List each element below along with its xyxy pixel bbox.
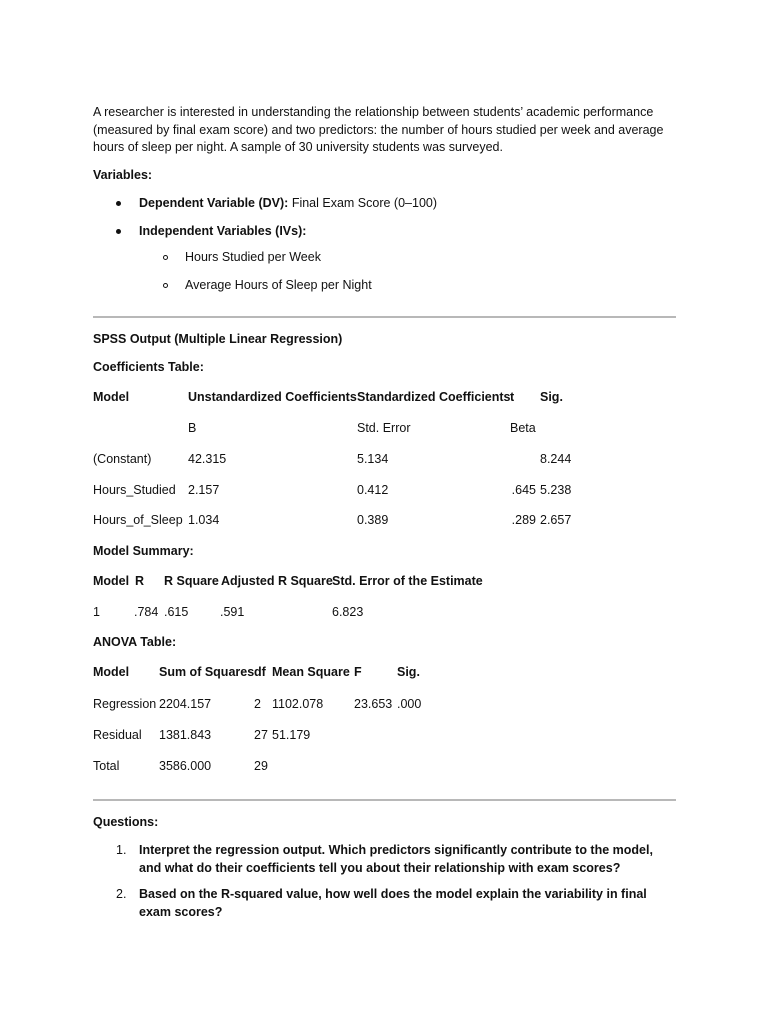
coef-subheader-b: B [188, 421, 197, 435]
coef-subheader-se: Std. Error [357, 421, 411, 435]
ms-header-rsq: R Square [164, 574, 219, 588]
sub-bullet-icon [163, 283, 168, 288]
anova-cell-ss: 2204.157 [159, 697, 212, 711]
anova-header-model: Model [93, 665, 130, 679]
coef-header-std: Standardized Coefficients [357, 390, 511, 404]
bullet-icon [116, 229, 121, 234]
coef-header-t: t [510, 390, 515, 404]
anova-cell-sig: .000 [397, 697, 422, 711]
anova-cell-model: Regression [93, 697, 157, 711]
coef-cell-se: 5.134 [357, 452, 389, 466]
coefficients-heading: Coefficients Table: [93, 360, 204, 374]
anova-cell-model: Total [93, 759, 120, 773]
dv-value: Final Exam Score (0–100) [288, 196, 438, 210]
anova-cell-ms: 1102.078 [272, 697, 324, 711]
coef-cell-model: (Constant) [93, 452, 152, 466]
sub-bullet-icon [163, 255, 168, 260]
coef-header-sig: Sig. [540, 390, 563, 404]
coef-header-model: Model [93, 390, 130, 404]
anova-header-ms: Mean Square [272, 665, 350, 679]
ms-header-r: R [135, 574, 145, 588]
coef-cell-t: 5.238 [540, 483, 572, 497]
iv-item: Average Hours of Sleep per Night [185, 278, 372, 292]
ms-cell-model: 1 [93, 605, 100, 619]
iv-label: Independent Variables (IVs): [139, 224, 307, 238]
anova-cell-f: 23.653 [354, 697, 393, 711]
model-summary-heading: Model Summary: [93, 544, 194, 558]
spss-heading: SPSS Output (Multiple Linear Regression) [93, 332, 343, 346]
coef-cell-t: 8.244 [540, 452, 572, 466]
ms-cell-se: 6.823 [332, 605, 364, 619]
coef-cell-model: Hours_of_Sleep [93, 513, 183, 527]
anova-header-sig: Sig. [397, 665, 420, 679]
anova-cell-df: 29 [254, 759, 268, 773]
coef-cell-b: 1.034 [188, 513, 220, 527]
questions-heading: Questions: [93, 815, 159, 829]
question-number: 1. [116, 843, 127, 857]
anova-cell-ss: 3586.000 [159, 759, 212, 773]
divider [93, 316, 676, 318]
ms-cell-r: .784 [134, 605, 159, 619]
question-text: Interpret the regression output. Which predictors significantly contribute to the model, and what do their coefficients tell you about their relationship with exam scores? [139, 843, 653, 875]
anova-cell-model: Residual [93, 728, 142, 742]
intro-paragraph: A researcher is interested in understanding the relationship between students’ academic performance (measured by final exam score) and two predictors: the number of hours studied per week and average hours of sleep per night. A sample of 30 university students was surveyed. [93, 105, 664, 154]
anova-cell-ms: 51.179 [272, 728, 311, 742]
iv-item: Hours Studied per Week [185, 250, 321, 264]
anova-cell-df: 27 [254, 728, 268, 742]
variables-heading: Variables: [93, 168, 153, 182]
question-text: Based on the R-squared value, how well does the model explain the variability in final exam scores? [139, 887, 647, 919]
dv-label: Dependent Variable (DV): [139, 196, 289, 210]
coef-subheader-beta: Beta [510, 421, 536, 435]
ms-header-adjrsq: Adjusted R Square [221, 574, 333, 588]
bullet-icon [116, 201, 121, 206]
coef-cell-b: 2.157 [188, 483, 220, 497]
ms-header-model: Model [93, 574, 130, 588]
ms-header-se: Std. Error of the Estimate [332, 574, 483, 588]
anova-header-ss: Sum of Squares [159, 665, 255, 679]
coef-cell-b: 42.315 [188, 452, 227, 466]
coef-cell-se: 0.412 [357, 483, 389, 497]
coef-header-unstd: Unstandardized Coefficients [188, 390, 357, 404]
anova-cell-ss: 1381.843 [159, 728, 212, 742]
coef-cell-se: 0.389 [357, 513, 389, 527]
ms-cell-rsq: .615 [164, 605, 189, 619]
coef-cell-beta: .645 [511, 483, 536, 497]
anova-header-f: F [354, 665, 362, 679]
coef-cell-beta: .289 [511, 513, 536, 527]
ms-cell-adjrsq: .591 [220, 605, 245, 619]
dv-line [139, 195, 437, 213]
divider [93, 799, 676, 801]
anova-cell-df: 2 [254, 697, 261, 711]
anova-heading: ANOVA Table: [93, 635, 177, 649]
question-number: 2. [116, 887, 127, 901]
coef-cell-t: 2.657 [540, 513, 572, 527]
anova-header-df: df [254, 665, 266, 679]
coef-cell-model: Hours_Studied [93, 483, 176, 497]
